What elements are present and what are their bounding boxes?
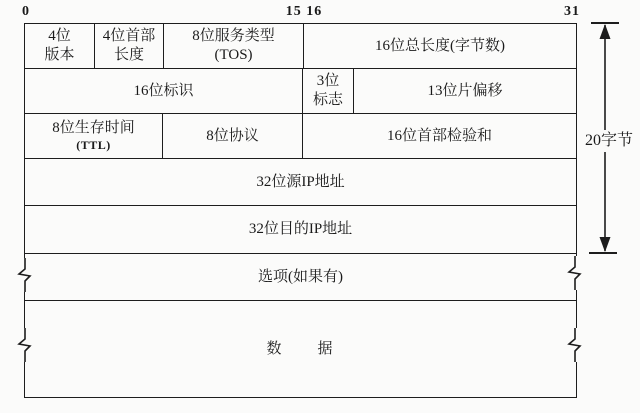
torn-edge-icon — [17, 328, 33, 362]
row-word1 — [25, 24, 576, 69]
row-word2 — [25, 69, 576, 114]
field-flags: 3位 标志 — [303, 69, 354, 113]
field-dest-ip: 32位目的IP地址 — [248, 221, 353, 238]
field-tos: 8位服务类型 (TOS) — [164, 24, 304, 68]
header-field-grid — [24, 23, 577, 398]
field-identification: 16位标识 — [25, 69, 303, 113]
bit-label-31: 31 — [564, 4, 580, 19]
field-ttl: 8位生存时间 (TTL) — [25, 114, 163, 158]
bit-label-0: 0 — [22, 4, 30, 19]
row-word3 — [25, 114, 576, 159]
torn-edge-icon — [17, 258, 33, 292]
torn-edge-icon — [567, 328, 583, 362]
torn-edge-icon — [567, 256, 583, 290]
field-data: 数 据 — [266, 340, 335, 357]
field-version: 4位 版本 — [25, 24, 95, 68]
field-header-length: 4位首部 长度 — [95, 24, 164, 68]
row-dest-ip — [25, 206, 576, 254]
row-data — [25, 301, 576, 397]
field-source-ip: 32位源IP地址 — [256, 173, 345, 190]
row-source-ip — [25, 159, 576, 206]
field-header-checksum: 16位首部检验和 — [386, 127, 492, 144]
field-protocol: 8位协议 — [163, 114, 303, 158]
bit-label-15-16: 15 16 — [285, 4, 323, 19]
byte-range-label: 20字节 — [580, 130, 638, 152]
row-options — [25, 254, 576, 301]
field-options: 选项(如果有) — [258, 268, 343, 285]
field-fragment-offset: 13位片偏移 — [427, 82, 503, 99]
field-total-length: 16位总长度(字节数) — [375, 37, 505, 54]
